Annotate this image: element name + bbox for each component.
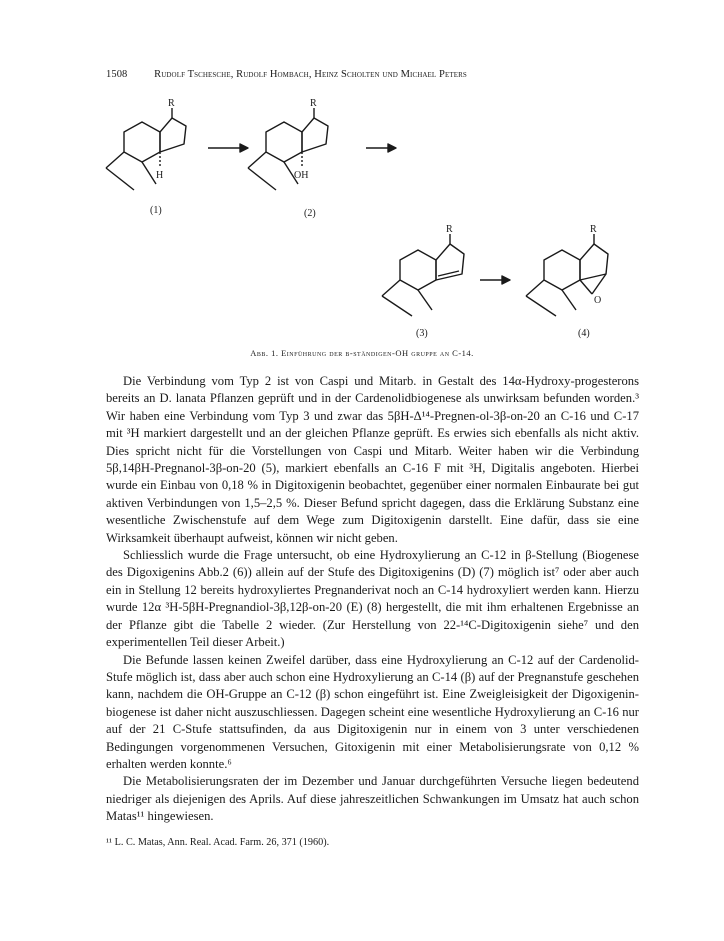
page-number: 1508 [106, 69, 128, 80]
compound-4-substituent: R [590, 224, 597, 235]
compound-2-hydroxyl: OH [294, 170, 309, 181]
compound-3-label: (3) [416, 328, 428, 339]
compound-4-label: (4) [578, 328, 590, 339]
compound-1-label: (1) [150, 205, 162, 216]
paragraph-1: Die Verbindung vom Typ 2 ist von Caspi und Mitarb. in Gestalt des 14α-Hydroxy-progesterons bereits an D. lanata Pflanzen geprüft und in der Cardenolidbiogenese als unwirksam befunden worden.³ Wir haben eine Verbindung vom Typ 3 und zwar das 5βH-Δ¹⁴-Pregnen-ol-3β-on-20 an C-16 und C-17 mit ³H markiert dargestellt und an der gleichen Pflanze geprüft. Es erwies sich ebenfalls als nicht aktiv. Dies spricht nicht für die Vorstellungen von Caspi und Mitarb. Weiter haben wir die Verbindung 5β,14βH-Pregnanol-3β-on-20 (5), markiert ebenfalls an C-16 F mit ³H, Digitalis angeboten. Hierbei wurde ein Einbau von 0,18 % in Digitoxigenin beobachtet, gegenüber einer normalen Einbaurate bei gut aktiven Verbindungen von 1,5–2,5 %. Dieser Befund spricht dagegen, dass die Erklärung Substanz eine wesentliche Zwischenstufe auf dem Wege zum Digitoxigenin darstellt. Eine dafür, dass sie eine Wirksamkeit überhaupt aufweist, können wir nicht geben. [106, 374, 639, 545]
footnote: ¹¹ L. C. Matas, Ann. Real. Acad. Farm. 26, 371 (1960). [106, 837, 330, 848]
compound-1-structure [106, 108, 186, 190]
figure-caption: Abb. 1. Einführung der β-ständigen-OH gruppe an C-14. [250, 348, 474, 358]
reaction-scheme [86, 98, 646, 348]
paragraph-3: Die Befunde lassen keinen Zweifel darüber, dass eine Hydroxylierung an C-12 auf der Cardenolid-Stufe möglich ist, dass aber auch schon eine Hydroxylierung an C-14 (β) auf der Pregnanstufe geschehen kann, nachdem die OH-Gruppe an C-12 (β) schon eingeführt ist. Eine Zweigleisigkeit der Digoxigenin-biogenese ist daher nicht auszuschliessen. Dagegen scheint eine wesentliche Hydroxylierung an C-16 nur auf der 21 C-Stufe stattsufinden, da aus Digitoxigenin nur in einem von 3 unter verschiedenen Bedingungen vorgenommenen Versuchen, Gitoxigenin mit einer Metabolisierungsrate von 0,12 % erhalten werden konnte.⁶ [106, 652, 639, 771]
compound-2-label: (2) [304, 208, 316, 219]
paragraph-4: Die Metabolisierungsraten der im Dezember und Januar durchgeführten Versuche liegen bedeutend niedriger als diejenigen des Aprils. Auf diese jahreszeitlichen Schwankungen im Umsatz hat auch schon Matas¹¹ hingewiesen. [106, 774, 639, 824]
compound-1-substituent: R [168, 98, 175, 109]
compound-3-structure [382, 234, 464, 316]
paragraph-2: Schliesslich wurde die Frage untersucht, ob eine Hydroxylierung an C-12 in β-Stellung (Biogenese des Digoxigenins Abb.2 (6)) allein auf der Stufe des Digitoxigenins (D) (7) möglich ist⁷ oder aber auch ein in Stellung 12 bereits hydroxyliertes Pregnanderivat noch an C-14 hydroxyliert werden kann. Hierzu wurde 12α ³H-5βH-Pregnandiol-3β,12β-on-20 (E) (8) hergestellt, die mit ihm erhaltenen Ergebnisse an der Pflanze gibt die Tabelle 2 wieder. (Zur Herstellung von 22-¹⁴C-Digitoxigenin siehe⁷ und den experimentellen Teil dieser Arbeit.) [106, 548, 639, 650]
author-line: Rudolf Tschesche, Rudolf Hombach, Heinz Scholten und Michael Peters [154, 69, 467, 80]
reaction-scheme-figure [86, 98, 646, 348]
compound-4-epoxide-oxygen: O [594, 295, 602, 306]
compound-2-substituent: R [310, 98, 317, 109]
compound-1-hydrogen: H [156, 170, 164, 181]
article-body [106, 373, 639, 826]
compound-3-substituent: R [446, 224, 453, 235]
compound-2-structure [248, 108, 328, 190]
running-header [106, 69, 646, 80]
